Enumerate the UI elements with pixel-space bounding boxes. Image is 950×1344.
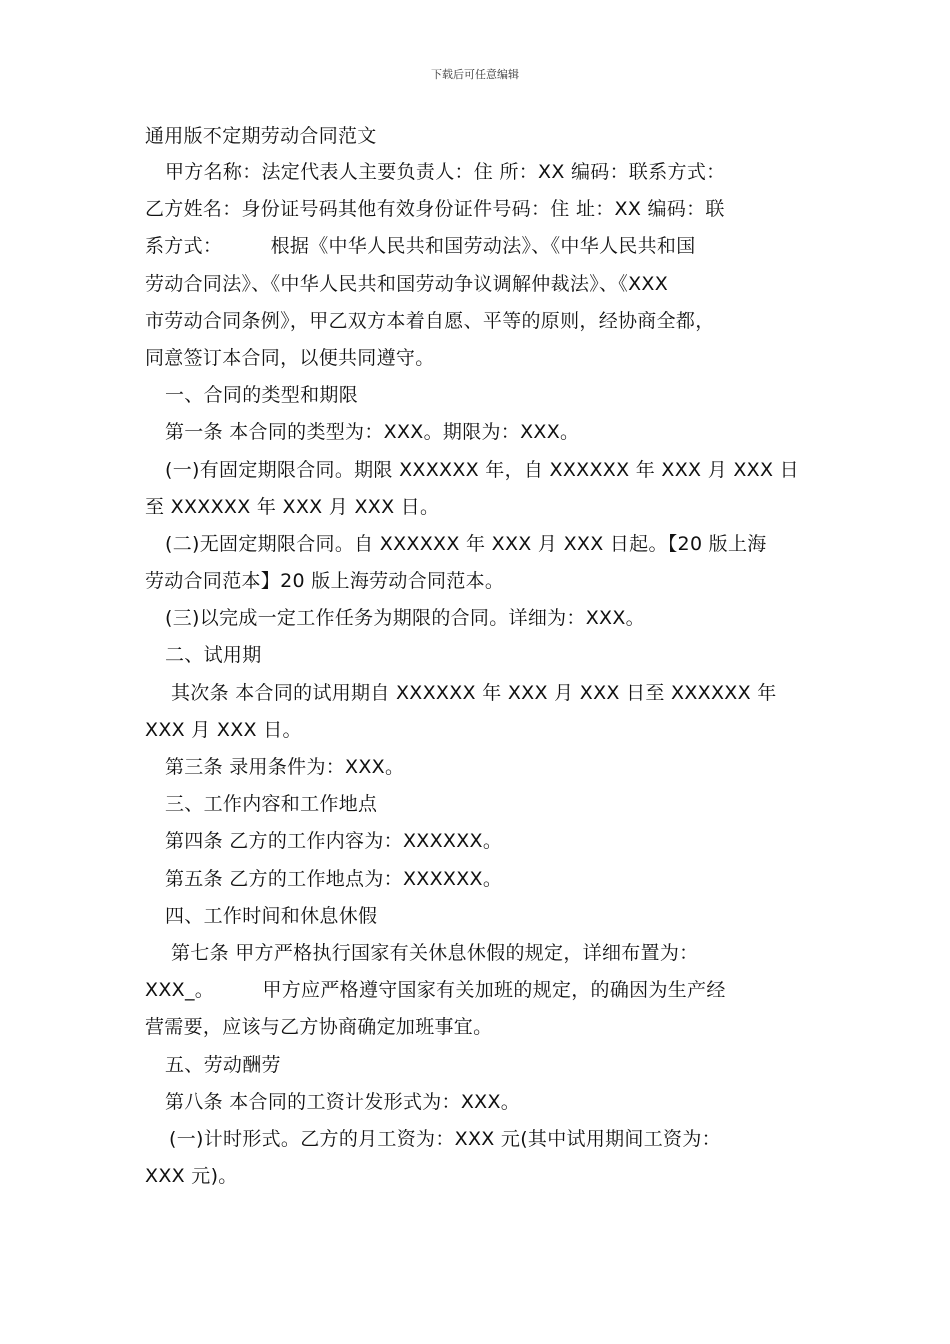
paragraph-line: 第八条 本合同的工资计发形式为：XXX。: [165, 1090, 521, 1113]
paragraph-line: 系方式： 根据《中华人民共和国劳动法》、《中华人民共和国: [145, 235, 696, 258]
page-header-note: 下载后可任意编辑: [431, 68, 519, 81]
section-heading: 四、工作时间和休息休假: [165, 904, 378, 927]
paragraph-line: 其次条 本合同的试用期自 XXXXXX 年 XXX 月 XXX 日至 XXXXXX 年: [171, 681, 777, 704]
paragraph-line: (二)无固定期限合同。自 XXXXXX 年 XXX 月 XXX 日起。【20 版上海: [165, 532, 767, 555]
paragraph-line: 第五条 乙方的工作地点为：XXXXXX。: [165, 867, 503, 890]
paragraph-line: 劳动合同范本】20 版上海劳动合同范本。: [145, 570, 505, 593]
paragraph-line: XXX 元)。: [145, 1165, 238, 1188]
section-heading: 五、劳动酬劳: [165, 1053, 281, 1076]
paragraph-line: 市劳动合同条例》，甲乙双方本着自愿、平等的原则，经协商全都，: [145, 309, 715, 332]
paragraph-line: 第七条 甲方严格执行国家有关休息休假的规定，详细布置为：: [171, 941, 699, 964]
paragraph-line: XXX_。 甲方应严格遵守国家有关加班的规定，的确因为生产经: [145, 979, 726, 1002]
document-body: [145, 118, 817, 1195]
section-heading: 三、工作内容和工作地点: [165, 793, 378, 816]
paragraph-line: XXX 月 XXX 日。: [145, 718, 302, 741]
document-title: 通用版不定期劳动合同范文: [145, 125, 377, 147]
paragraph-line: 至 XXXXXX 年 XXX 月 XXX 日。: [145, 495, 440, 518]
paragraph-line: 营需要，应该与乙方协商确定加班事宜。: [145, 1016, 493, 1039]
paragraph-line: 第一条 本合同的类型为：XXX。期限为：XXX。: [165, 421, 580, 444]
paragraph-line: (一)有固定期限合同。期限 XXXXXX 年，自 XXXXXX 年 XXX 月 XXX 日: [165, 458, 799, 481]
paragraph-line: (三)以完成一定工作任务为期限的合同。详细为：XXX。: [165, 607, 645, 630]
paragraph-line: (一)计时形式。乙方的月工资为：XXX 元(其中试用期间工资为：: [169, 1127, 721, 1150]
paragraph-line: 第四条 乙方的工作内容为：XXXXXX。: [165, 830, 503, 853]
section-heading: 二、试用期: [165, 644, 262, 667]
paragraph-line: 甲方名称：法定代表人主要负责人：住 所：XX 编码：联系方式：: [165, 161, 726, 183]
paragraph-line: 乙方姓名：身份证号码其他有效身份证件号码：住 址：XX 编码：联: [145, 198, 725, 221]
section-heading: 一、合同的类型和期限: [165, 384, 359, 407]
paragraph-line: 劳动合同法》、《中华人民共和国劳动争议调解仲裁法》、《XXX: [145, 272, 669, 295]
paragraph-line: 第三条 录用条件为：XXX。: [165, 756, 405, 778]
paragraph-line: 同意签订本合同，以便共同遵守。: [145, 346, 435, 369]
